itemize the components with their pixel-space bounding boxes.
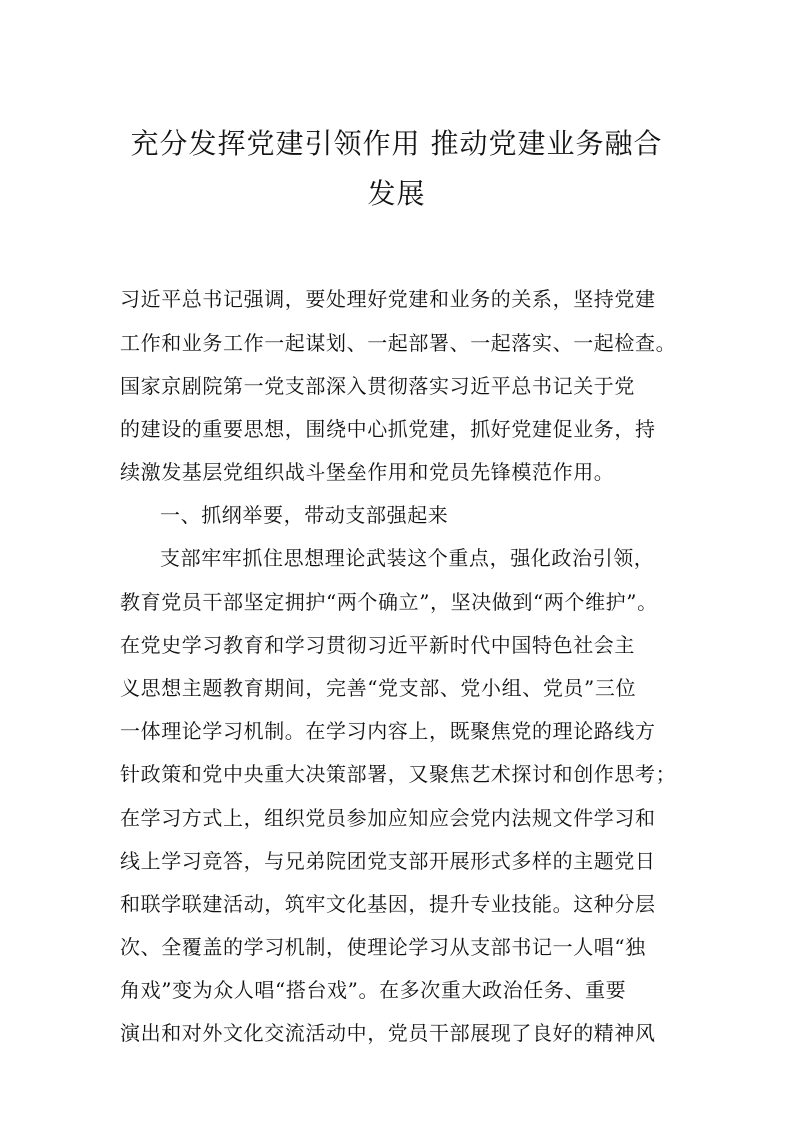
body-line-3: 国家京剧院第一党支部深入贯彻落实习近平总书记关于党 bbox=[120, 374, 635, 398]
document-title-line-2: 发展 bbox=[367, 177, 426, 210]
body-line-13: 在学习方式上，组织党员参加应知应会党内法规文件学习和 bbox=[120, 806, 656, 830]
body-line-10: 义思想主题教育期间，完善“党支部、党小组、党员”三位 bbox=[120, 676, 637, 700]
body-line-4: 的建设的重要思想，围绕中心抓党建，抓好党建促业务，持 bbox=[120, 417, 656, 441]
body-line-16: 次、全覆盖的学习机制，使理论学习从支部书记一人唱“独 bbox=[120, 935, 646, 959]
body-line-18: 演出和对外文化交流活动中，党员干部展现了良好的精神风 bbox=[120, 1021, 656, 1045]
body-line-14: 线上学习竞答，与兄弟院团党支部开展形式多样的主题党日 bbox=[120, 849, 656, 873]
document-title-line-1: 充分发挥党建引领作用 推动党建业务融合 bbox=[130, 127, 663, 160]
body-line-5: 续激发基层党组织战斗堡垒作用和党员先锋模范作用。 bbox=[120, 460, 615, 484]
body-line-15: 和联学联建活动，筑牢文化基因，提升专业技能。这种分层 bbox=[120, 892, 656, 916]
body-line-8: 教育党员干部坚定拥护“两个确立”，坚决做到“两个维护”。 bbox=[120, 590, 658, 614]
body-line-11: 一体理论学习机制。在学习内容上，既聚焦党的理论路线方 bbox=[120, 719, 656, 743]
body-line-9: 在党史学习教育和学习贯彻习近平新时代中国特色社会主 bbox=[120, 633, 635, 657]
body-line-7: 支部牢牢抓住思想理论武装这个重点，强化政治引领， bbox=[160, 546, 655, 570]
body-line-17: 角戏”变为众人唱“搭台戏”。在多次重大政治任务、重要 bbox=[120, 978, 627, 1002]
section-heading-1: 一、抓纲举要，带动支部强起来 bbox=[160, 503, 449, 527]
body-line-2: 工作和业务工作一起谋划、一起部署、一起落实、一起检查。 bbox=[120, 331, 677, 355]
body-line-12: 针政策和党中央重大决策部署，又聚焦艺术探讨和创作思考； bbox=[120, 762, 677, 786]
body-line-1: 习近平总书记强调，要处理好党建和业务的关系，坚持党建 bbox=[120, 287, 656, 311]
